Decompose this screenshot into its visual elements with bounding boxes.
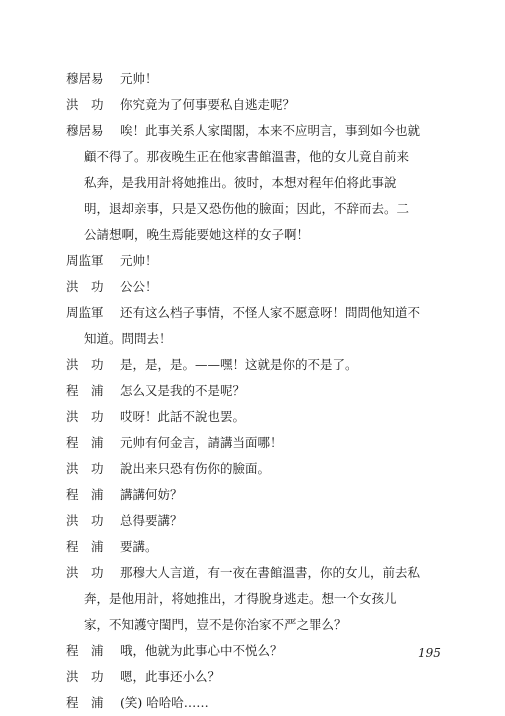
dialogue-continuation [66, 170, 451, 196]
speaker-name: 程 浦 [66, 695, 104, 710]
speaker-name: 穆居易 [66, 71, 104, 86]
dialogue-line [66, 560, 451, 586]
speaker-name: 洪 功 [66, 357, 104, 372]
speech-text: 知道。問問去！ [84, 331, 172, 346]
dialogue-line [66, 534, 451, 560]
dialogue-line [66, 118, 451, 144]
dialogue-line [66, 352, 451, 378]
dialogue-line [66, 66, 451, 92]
speech-text: 元帅！ [120, 71, 158, 86]
speech-text: 說出来只恐有伤你的臉面。 [120, 461, 271, 476]
dialogue-continuation [66, 222, 451, 248]
speaker-name: 程 浦 [66, 435, 104, 450]
speaker-name: 周监軍 [66, 253, 104, 268]
dialogue-line [66, 664, 451, 690]
speech-text: 奔，是他用計，将她推出，才得脫身逃走。想一个女孩儿 [84, 591, 397, 606]
speaker-name: 周监軍 [66, 305, 104, 320]
dialogue-line [66, 456, 451, 482]
speech-text: 你究竟为了何事要私自逃走呢？ [120, 97, 296, 112]
dialogue-line [66, 430, 451, 456]
dialogue-line [66, 638, 451, 664]
speech-text: 还有这么档子事情，不怪人家不愿意呀！問問他知道不 [120, 305, 421, 320]
speaker-name: 程 浦 [66, 383, 104, 398]
dialogue-continuation [66, 612, 451, 638]
speech-text: 家，不知護守閨門，豈不是你治家不严之罪么？ [84, 617, 347, 632]
speaker-name: 程 浦 [66, 539, 104, 554]
speaker-name: 洪 功 [66, 409, 104, 424]
speech-text: 哎呀！此話不說也罢。 [120, 409, 246, 424]
speaker-name: 洪 功 [66, 669, 104, 684]
dialogue-continuation [66, 326, 451, 352]
speech-text: 那穆大人言道，有一夜在書館溫書，你的女儿，前去私 [120, 565, 421, 580]
speech-text: 怎么又是我的不是呢？ [120, 383, 246, 398]
dialogue-line [66, 248, 451, 274]
speaker-name: 洪 功 [66, 97, 104, 112]
speech-text: 公請想啊，晚生焉能要她这样的女子啊！ [84, 227, 310, 242]
dialogue-line [66, 92, 451, 118]
speech-text: 明，退却亲事，只是又恐伤他的臉面；因此，不辞而去。二 [84, 201, 410, 216]
speaker-name: 程 浦 [66, 643, 104, 658]
dialogue-line [66, 300, 451, 326]
script-dialogue [66, 66, 451, 716]
speaker-name: 洪 功 [66, 461, 104, 476]
speech-text: 公公！ [120, 279, 158, 294]
page-number: 195 [418, 646, 441, 660]
dialogue-continuation [66, 586, 451, 612]
speaker-name: 洪 功 [66, 513, 104, 528]
speech-text: 嗯，此事还小么？ [120, 669, 221, 684]
dialogue-continuation [66, 196, 451, 222]
dialogue-continuation [66, 144, 451, 170]
speech-text: 講講何妨？ [120, 487, 183, 502]
dialogue-line [66, 404, 451, 430]
dialogue-line [66, 274, 451, 300]
dialogue-line [66, 690, 451, 716]
speaker-name: 穆居易 [66, 123, 104, 138]
speaker-name: 洪 功 [66, 279, 104, 294]
speech-text: 总得要講？ [120, 513, 183, 528]
speaker-name: 洪 功 [66, 565, 104, 580]
speech-text: (笑) 哈哈哈…… [120, 695, 209, 710]
speech-text: 元帅！ [120, 253, 158, 268]
dialogue-line [66, 482, 451, 508]
speech-text: 唉！此事关系人家閨閣，本来不应明言，事到如今也就 [120, 123, 421, 138]
speech-text: 顧不得了。那夜晚生正在他家書館溫書，他的女儿竟自前来 [84, 149, 410, 164]
dialogue-line [66, 378, 451, 404]
speech-text: 是，是，是。——嘿！这就是你的不是了。 [120, 357, 358, 372]
speech-text: 私奔，是我用計将她推出。彼时，本想对程年伯将此事說 [84, 175, 397, 190]
speech-text: 元帅有何金言，請講当面哪！ [120, 435, 283, 450]
speech-text: 要講。 [120, 539, 158, 554]
speaker-name: 程 浦 [66, 487, 104, 502]
dialogue-line [66, 508, 451, 534]
speech-text: 哦，他就为此事心中不悦么？ [120, 643, 283, 658]
